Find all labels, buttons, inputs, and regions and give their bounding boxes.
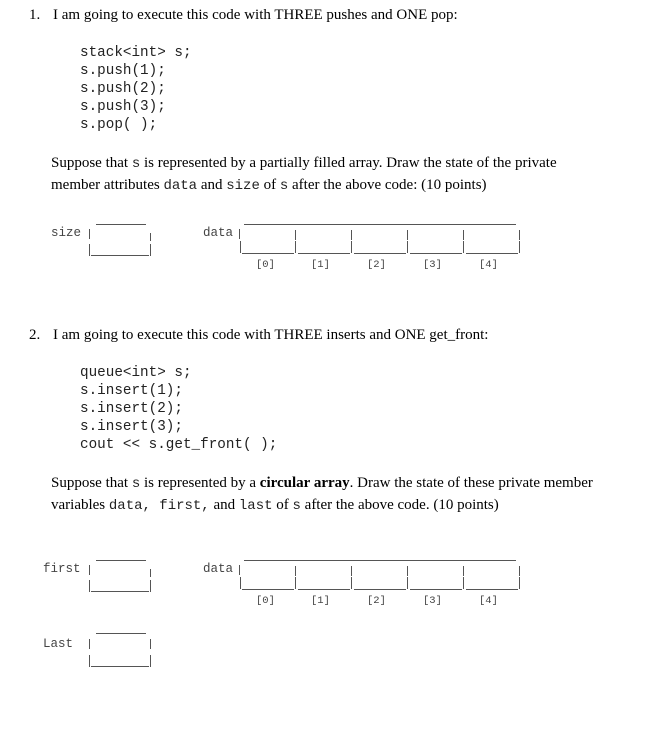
code-line: s.insert(1);	[80, 383, 183, 399]
instruction-paragraph-2	[51, 473, 628, 517]
array-cell-3[interactable]	[408, 566, 464, 592]
index-label: [3]	[423, 259, 442, 271]
index-label: [0]	[256, 259, 275, 271]
code-line: s.push(2);	[80, 81, 166, 97]
first-answer-box[interactable]	[86, 558, 152, 594]
code-line: queue<int> s;	[80, 365, 192, 381]
array-cell-2[interactable]	[352, 566, 408, 592]
index-label: [1]	[311, 259, 330, 271]
code-line: cout << s.get_front( );	[80, 437, 278, 453]
data-label: data	[203, 562, 234, 576]
code-line: s.insert(2);	[80, 401, 183, 417]
array-cell-1[interactable]	[296, 566, 352, 592]
code-block-1	[80, 44, 192, 134]
index-label: [2]	[367, 259, 386, 271]
question-1-heading	[29, 7, 458, 24]
index-label: [4]	[479, 595, 498, 607]
size-answer-box[interactable]	[86, 222, 152, 258]
size-label: size	[51, 226, 82, 240]
question-prompt: I am going to execute this code with THREE pushes and ONE pop:	[53, 7, 458, 23]
array-cell-1[interactable]	[296, 230, 352, 256]
paragraph-line: Suppose that s is represented by a circular array. Draw the state of these private member	[51, 475, 593, 492]
paragraph-line: variables data, first, and last of s after the above code. (10 points)	[51, 497, 499, 514]
last-answer-box[interactable]	[86, 631, 152, 669]
question-prompt: I am going to execute this code with THREE inserts and ONE get_front:	[53, 327, 489, 343]
first-label: first	[43, 562, 81, 576]
last-label: Last	[43, 637, 74, 651]
array-cell-0[interactable]	[240, 230, 296, 256]
paragraph-line: Suppose that s is represented by a partially filled array. Draw the state of the private	[51, 155, 557, 172]
index-label: [2]	[367, 595, 386, 607]
code-line: s.pop( );	[80, 117, 158, 133]
array-cell-2[interactable]	[352, 230, 408, 256]
index-label: [0]	[256, 595, 275, 607]
array-cell-3[interactable]	[408, 230, 464, 256]
index-label: [1]	[311, 595, 330, 607]
array-cell-4[interactable]	[464, 566, 520, 592]
array-cell-4[interactable]	[464, 230, 520, 256]
code-line: s.push(3);	[80, 99, 166, 115]
code-line: s.insert(3);	[80, 419, 183, 435]
data-array-1	[236, 218, 526, 278]
question-number: 1.	[29, 7, 41, 23]
code-block-2	[80, 364, 277, 454]
index-label: [4]	[479, 259, 498, 271]
array-cell-0[interactable]	[240, 566, 296, 592]
index-label: [3]	[423, 595, 442, 607]
instruction-paragraph-1	[51, 153, 628, 197]
code-line: stack<int> s;	[80, 45, 192, 61]
paragraph-line: member attributes data and size of s after the above code: (10 points)	[51, 177, 487, 194]
question-2-heading	[29, 327, 488, 344]
data-label: data	[203, 226, 234, 240]
question-number: 2.	[29, 327, 41, 343]
code-line: s.push(1);	[80, 63, 166, 79]
data-array-2	[236, 554, 526, 614]
